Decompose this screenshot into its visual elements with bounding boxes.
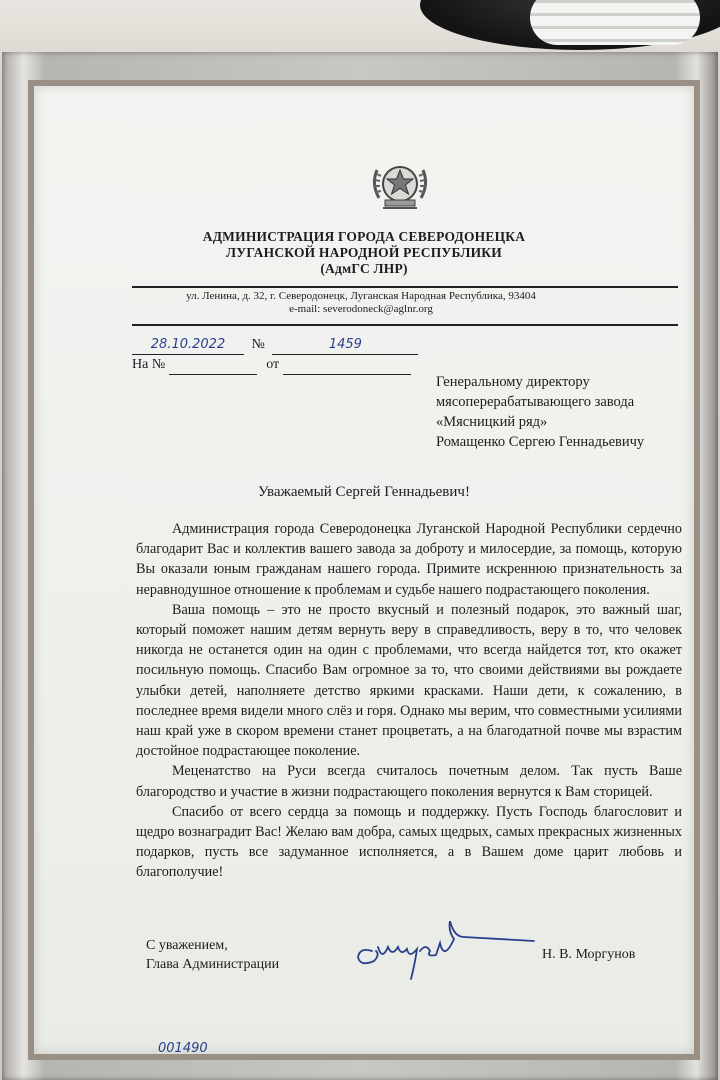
address-street: ул. Ленина, д. 32, г. Северодонецк, Луганская Народная Республика, 93404 xyxy=(186,290,536,302)
letter-body xyxy=(136,519,682,883)
signature-block xyxy=(146,936,279,974)
signer-position: Глава Администрации xyxy=(146,957,280,972)
number-label: № xyxy=(251,337,265,352)
recipient-line2: мясоперерабатывающего завода xyxy=(436,394,635,410)
paragraph-1: Администрация города Северодонецка Луганской Народной Республики сердечно благодарит Вас и коллектив вашего завода за доброту и милосердие, за помощь, которую Вы оказали юным гражданам нашего города. Примите искреннюю признательность за неравнодушное отношение к проблемам и судьбе нашего подрастающего поколения. xyxy=(136,521,682,598)
recipient-line4: Ромащенко Сергею Геннадьевичу xyxy=(436,434,645,450)
greeting: Уважаемый Сергей Геннадьевич! xyxy=(258,484,470,500)
recipient-block xyxy=(436,372,644,452)
header-rule-top xyxy=(132,286,678,288)
letter-sheet xyxy=(34,86,694,1054)
paragraph-2: Ваша помощь – это не просто вкусный и полезный подарок, это важный шаг, который поможет нашим детям вернуть веру в справедливость, веру в то, что человек никогда не останется один на один с проблемами, что всегда найдется тот, кто окажет посильную помощь. Спасибо Вам огромное за то, что своими действиями вы рождаете улыбки детей, наполняете детство яркими красками. Наши дети, к сожалению, в последнее время видели много слёз и горя. Однако мы верим, что совместными усилиями наш край уже в скором времени станет процветать, а на благодатной почве мы взрастим достойное подрастающее поколение. xyxy=(136,601,682,760)
recipient-line1: Генеральному директору xyxy=(436,374,590,390)
registration-line xyxy=(132,336,418,355)
header-rule-bottom xyxy=(132,324,678,326)
lamp-bulb xyxy=(530,0,700,45)
org-name-line2: ЛУГАНСКОЙ НАРОДНОЙ РЕСПУБЛИКИ xyxy=(226,245,502,260)
recipient-line3: «Мясницкий ряд» xyxy=(436,414,548,430)
paragraph-4: Спасибо от всего сердца за помощь и поддержку. Пусть Господь благословит и щедро вознаградит Вас! Желаю вам добра, самых щедрых, самых прекрасных жизненных подарков, пусть все задуманное исполняется, а в Вашем доме царит любовь и благополучие! xyxy=(136,803,682,881)
reference-label: На № xyxy=(132,357,166,372)
org-name-line1: АДМИНИСТРАЦИЯ ГОРОДА СЕВЕРОДОНЕЦКА xyxy=(202,229,526,244)
paragraph-3: Меценатство на Руси всегда считалось почетным делом. Так пусть Ваше благородство и участие в жизни подрастающего поколения вернутся к Вам сторицей. xyxy=(136,763,682,800)
address-block xyxy=(132,290,678,316)
registration-date: 28.10.2022 xyxy=(132,336,244,355)
picture-frame xyxy=(2,52,718,1080)
handwritten-signature xyxy=(342,921,542,991)
closing: С уважением, xyxy=(146,938,228,953)
organization-header xyxy=(34,229,694,277)
reference-line xyxy=(132,356,411,375)
registration-number: 1459 xyxy=(272,336,418,355)
frame-mat xyxy=(28,80,700,1060)
address-email: e-mail: severodoneck@aglnr.org xyxy=(289,303,433,315)
coat-of-arms-icon xyxy=(369,156,431,216)
org-abbreviation: (АдмГС ЛНР) xyxy=(320,261,408,276)
from-label: от xyxy=(266,357,280,372)
serial-number: 001490 xyxy=(158,1041,208,1056)
signer-name: Н. В. Моргунов xyxy=(542,947,636,962)
